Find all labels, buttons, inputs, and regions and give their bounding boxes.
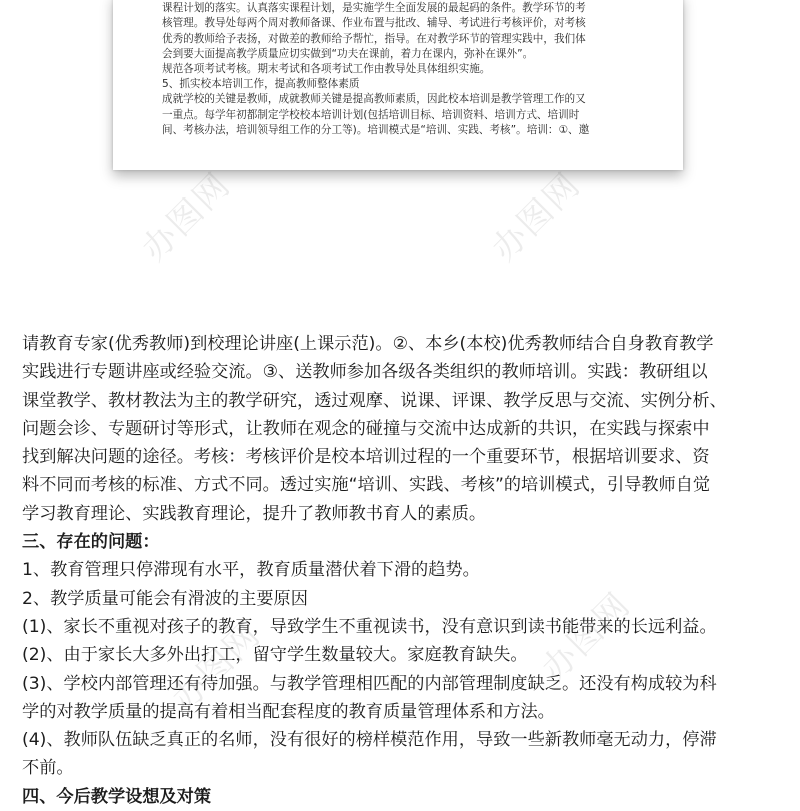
document-body [22,330,782,811]
document-page-preview [113,0,683,170]
list-item: (4)、教师队伍缺乏真正的名师，没有很好的榜样模范作用，导致一些新教师毫无动力，停滞 [22,730,717,751]
section-heading: 三、存在的问题： [22,532,160,553]
section-heading: 四、今后教学设想及对策 [22,786,212,807]
paragraph-line: 问题会诊、专题研讨等形式，让教师在观念的碰撞与交流中达成新的共识，在实践与探索中 [22,418,710,439]
paragraph-line: 料不同而考核的标准、方式不同。透过实施“培训、实践、考核”的培训模式，引导教师自觉 [22,475,711,496]
list-item: (3)、学校内部管理还有待加强。与教学管理相匹配的内部管理制度缺乏。还没有构成较为科 [22,673,717,694]
paragraph-line: 实践进行专题讲座或经验交流。③、送教师参加各级各类组织的教师培训。实践：教研组以 [22,362,708,383]
preview-line: 核管理。教导处每两个周对教师备课、作业布置与批改、辅导、考试进行考核评价，对考核 [162,17,586,30]
list-item: 2、教学质量可能会有滑波的主要原因 [22,588,308,609]
preview-line: 间、考核办法，培训领导组工作的分工等)。培训模式是“培训、实践、考核”。培训：①、邀 [162,123,590,136]
preview-line: 优秀的教师给予表扬，对做差的教师给予帮忙，指导。在对教学环节的管理实践中，我们体 [162,32,586,45]
list-item: (2)、由于家长大多外出打工，留守学生数量较大。家庭教育缺失。 [22,645,528,666]
preview-line: 课程计划的落实。认真落实课程计划，是实施学生全面发展的最起码的条件。教学环节的考 [162,2,586,15]
preview-heading: 5、抓实校本培训工作，提高教师整体素质 [162,78,360,91]
preview-line: 规范各项考试考核。期末考试和各项考试工作由教导处具体组织实施。 [162,63,491,76]
watermark: 办图网 [534,584,639,690]
paragraph-line: 课堂教学、教材教法为主的教学研究，透过观摩、说课、评课、教学反思与交流、实例分析、 [22,390,727,411]
preview-line: 一重点。每学年初都制定学校校本培训计划(包括培训目标、培训资料、培训方式、培训时 [162,108,580,121]
list-item: (1)、家长不重视对孩子的教育，导致学生不重视读书，没有意识到读书能带来的长远利益。 [22,616,717,637]
watermark: 办图网 [164,614,269,720]
watermark: 办图网 [484,164,589,270]
paragraph-line: 学习教育理论、实践教育理论，提升了教师教书育人的素质。 [22,503,487,524]
list-item: 1、教育管理只停滞现有水平，教育质量潜伏着下滑的趋势。 [22,560,480,581]
preview-line: 成就学校的关键是教师，成就教师关键是提高教师素质，因此校本培训是教学管理工作的又 [162,93,586,106]
paragraph-line: 找到解决问题的途径。考核：考核评价是校本培训过程的一个重要环节，根据培训要求、资 [22,447,710,468]
list-item-continuation: 不前。 [22,758,74,779]
watermark: 办图网 [134,164,239,270]
preview-line: 会到要大面提高教学质量应切实做到“功夫在课前，着力在课内，弥补在课外”。 [162,47,534,60]
paragraph-line: 请教育专家(优秀教师)到校理论讲座(上课示范)。②、本乡(本校)优秀教师结合自身教育教学 [22,334,714,354]
list-item-continuation: 学的对教学质量的提高有着相当配套程度的教育质量管理体系和方法。 [22,701,555,722]
